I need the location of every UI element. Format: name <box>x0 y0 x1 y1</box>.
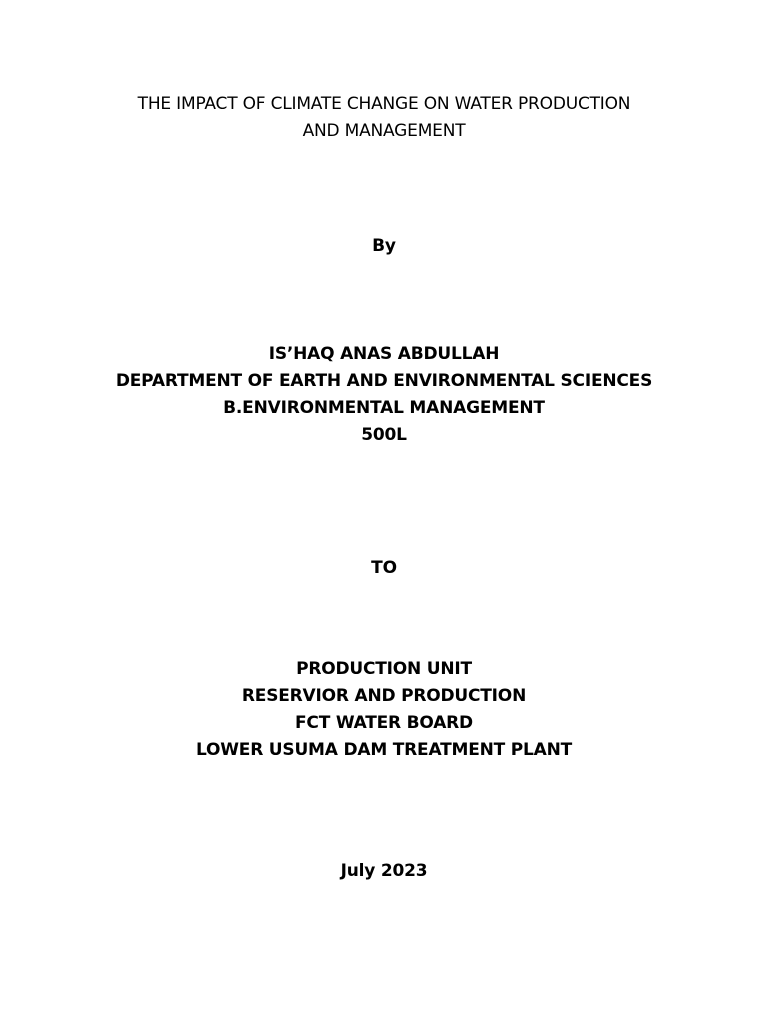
recipient-organisation: FCT WATER BOARD <box>295 713 473 733</box>
document-title-line-1: THE IMPACT OF CLIMATE CHANGE ON WATER PRODUCTION <box>137 94 631 114</box>
author-department: DEPARTMENT OF EARTH AND ENVIRONMENTAL SCIENCES <box>115 371 653 391</box>
recipient-location: LOWER USUMA DAM TREATMENT PLANT <box>195 740 573 760</box>
recipient-section: RESERVIOR AND PRODUCTION <box>241 686 527 706</box>
to-label: TO <box>371 558 397 578</box>
document-date: July 2023 <box>340 861 428 881</box>
document-title-line-2: AND MANAGEMENT <box>302 121 466 141</box>
author-name: IS’HAQ ANAS ABDULLAH <box>268 344 500 364</box>
author-level: 500L <box>361 425 407 445</box>
by-label: By <box>372 236 396 256</box>
recipient-unit: PRODUCTION UNIT <box>296 659 472 679</box>
author-programme: B.ENVIRONMENTAL MANAGEMENT <box>223 398 545 418</box>
